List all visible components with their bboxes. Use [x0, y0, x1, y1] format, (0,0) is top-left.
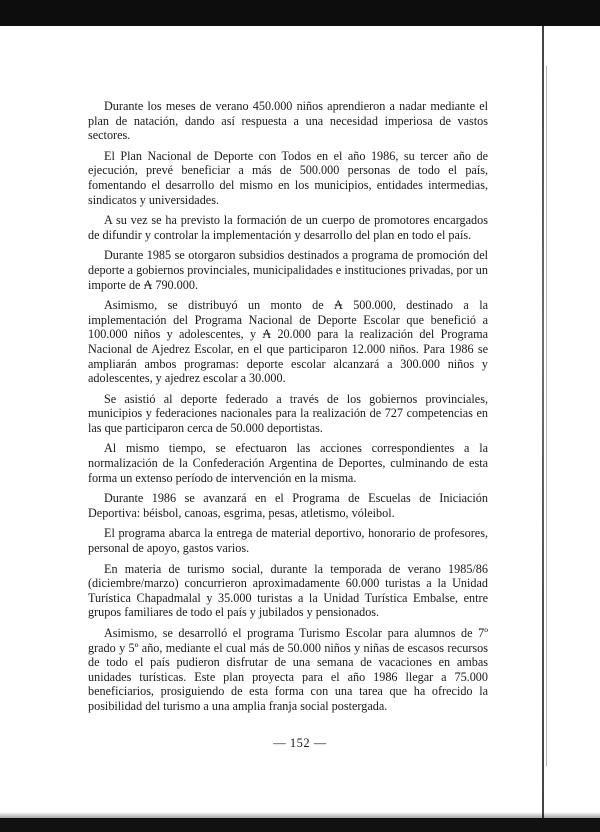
- paragraph: A su vez se ha previsto la formación de un cuerpo de promotores encargados de difundir y controlar la implementación y desarrollo del plan en todo el país.: [88, 213, 488, 242]
- binding-spine-shadow: [546, 66, 547, 766]
- paragraph: Durante 1985 se otorgaron subsidios destinados a programa de promoción del deporte a gobiernos provinciales, municipalidades e instituciones privadas, por un importe de ₳ 790.000.: [88, 248, 488, 292]
- page-body: [88, 99, 488, 720]
- page-number: — 152 —: [273, 736, 327, 750]
- paragraph: El programa abarca la entrega de material deportivo, honorario de profesores, personal de apoyo, gastos varios.: [88, 526, 488, 556]
- scan-top-border: [0, 0, 600, 26]
- paragraph: Durante los meses de verano 450.000 niños aprendieron a nadar mediante el plan de natación, dando así respuesta a una necesidad imperiosa de vastos sectores.: [88, 99, 488, 143]
- paragraph: Al mismo tiempo, se efectuaron las acciones correspondientes a la normalización de la Confederación Argentina de Deportes, culminando de esta forma un extenso período de intervención en la misma.: [88, 441, 488, 485]
- scan-bottom-border: [0, 818, 600, 832]
- paragraph: El Plan Nacional de Deporte con Todos en el año 1986, su tercer año de ejecución, prevé beneficiar a más de 500.000 personas de todo el país, fomentando el desarrollo del mismo en los municipios, entidades intermedias, sindicatos y universidades.: [88, 148, 488, 207]
- paragraph: Asimismo, se distribuyó un monto de ₳ 500.000, destinado a la implementación del Programa Nacional de Deporte Escolar que benefició a 100.000 niños y adolescentes, y ₳ 20.000 para la realización del Programa Nacional de Ajedrez Escolar, en el que participaron 12.000 niños. Para 1986 se ampliarán ambos programas: deporte escolar alcanzará a 300.000 niños y adolescentes, y ajedrez escolar a 30.000.: [88, 298, 488, 386]
- paragraph: Asimismo, se desarrolló el programa Turismo Escolar para alumnos de 7º grado y 5º año, mediante el cual más de 50.000 niños y niñas de escasos recursos de todo el país pudieron disfrutar de una semana de vacaciones en ambas unidades turísticas. Este plan proyecta para el año 1986 llegar a 75.000 beneficiarios, prosiguiendo de esta forma con una tarea que ha ofrecido la posibilidad del turismo a una amplia franja social postergada.: [88, 626, 488, 713]
- scan-binding-edge: [538, 26, 600, 818]
- paragraph: Se asistió al deporte federado a través de los gobiernos provinciales, municipios y federaciones nacionales para la realización de 727 competencias en las que participaron cerca de 50.000 deportistas.: [88, 391, 488, 435]
- paragraph: En materia de turismo social, durante la temporada de verano 1985/86 (diciembre/marzo) concurrieron aproximadamente 60.000 turistas a la Unidad Turística Chapadmalal y 35.000 turistas a la Unidad Turística Embalse, entre grupos familiares de todo el país y jubilados y pensionados.: [88, 561, 488, 620]
- binding-spine-line: [542, 26, 544, 818]
- paragraph: Durante 1986 se avanzará en el Programa de Escuelas de Iniciación Deportiva: béisbol, canoas, esgrima, pesas, atletismo, vóleibol.: [88, 491, 488, 520]
